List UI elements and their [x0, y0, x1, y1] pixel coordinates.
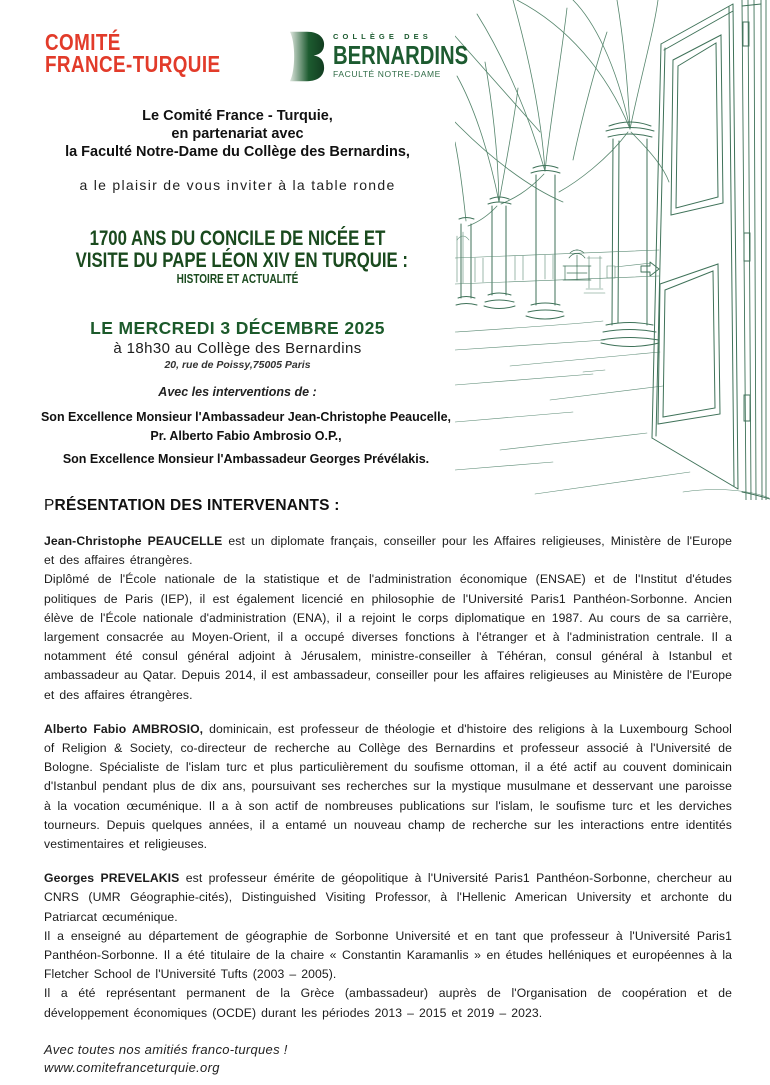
presentation-heading: PRÉSENTATION DES INTERVENANTS : [44, 497, 340, 514]
interventions-label: Avec les interventions de : [158, 385, 317, 399]
event-address: 20, rue de Poissy,75005 Paris [164, 359, 311, 371]
invitation-intro [30, 107, 445, 194]
paragraph-ambrosio: Alberto Fabio AMBROSIO, dominicain, est professeur de théologie et d'histoire des religions à la Luxembourg School of Religion & Society, co-directeur de recherche au Collège des Bernardins et professeur associé à l'Université de Bologne. Spécialiste de l'islam turc et plus particulièrement du soufisme ottoman, il a été actif au couvent dominicain d'Istanbul pendant plus de dix ans, poursuivant ses recherches sur la mystique musulmane et desservant une paroisse à la vocation œcuménique. Il a à son actif de nombreuses publications sur l'islam, le soufisme turc et les derviches tourneurs. Depuis quelques années, il a entamé un nouveau champ de recherche sur les interactions entre identités vestimentaires et religieuses. [44, 721, 732, 852]
paragraph-peaucelle: Jean-Christophe PEAUCELLE est un diplomate français, conseiller pour les Affaires religieuses, Ministère de l'Europe et des affaires étrangères. Diplômé de l'École nationale de la statistique et de l'administration économique (ENSAE) et de l'Institut d'études politiques de Paris (IEP), il est également licencié en philosophie de l'Université Paris1 Panthéon-Sorbonne. Ancien élève de l'École nationale d'administration (ENA), il a rejoint le corps diplomatique en 1987. Au cours de sa carrière, largement consacrée au Moyen-Orient, il a occupé diverses fonctions à l'étranger et à l'administration centrale. Il a notamment été consul général adjoint à Jérusalem, ministre-conseiller à Téhéran, consul général à Istanbul et ambassadeur au Qatar. Depuis 2014, il est ambassadeur, conseiller pour les affaires religieuses au Ministère de l'Europe et des affaires étrangères. [44, 534, 732, 702]
door-frame-sketch [742, 0, 770, 500]
invite-lead-line: a le plaisir de vous inviter à la table ronde [79, 177, 396, 193]
bernardins-college-label: COLLÈGE DES [333, 32, 432, 41]
speaker-prevelakis: Son Excellence Monsieur l'Ambassadeur Georges Prévélakis. [62, 452, 430, 466]
presentation-section [44, 497, 732, 1077]
event-place: à 18h30 au Collège des Bernardins [113, 340, 362, 357]
bernardins-faculty-label: FACULTÉ NOTRE-DAME [333, 69, 441, 79]
invite-partner-line2: en partenariat avec [171, 126, 304, 142]
closing-note [44, 1041, 732, 1077]
event-title-subtitle: HISTOIRE ET ACTUALITÉ [176, 272, 299, 286]
altar-statue-sketch [563, 250, 591, 280]
event-when [30, 318, 445, 371]
website-url: www.comitefranceturquie.org [44, 1059, 220, 1075]
event-title [30, 227, 445, 288]
committee-logo-line2: FRANCE-TURQUIE [45, 51, 221, 77]
paragraph-lead: Jean-Christophe PEAUCELLE [44, 534, 223, 548]
paragraph-prevelakis: Georges PREVELAKIS est professeur émérite de géopolitique à l'Université Paris1 Panthéon-Sorbonne, chercheur au CNRS (UMR Géographie-cités), Distinguished Visiting Professor, à l'Hellenic American University et archonte du Patriarcat œcuménique. Il a enseigné au département de géographie de Sorbonne Université et en tant que professeur à l'Université Paris1 Panthéon-Sorbonne. Il a été titulaire de la chaire « Constantin Karamanlis » en études helléniques et européennes à la Fletcher School de l'Université Tufts (2003 – 2005). Il a été représentant permanent de la Grèce (ambassadeur) auprès de l'Organisation de coopération et de développement économiques (OCDE) durant les périodes 2013 – 2015 et 2019 – 2023. [44, 871, 733, 1020]
invite-partner-line1: Le Comité France - Turquie, [142, 108, 333, 124]
paragraph-lead: Alberto Fabio AMBROSIO, [44, 721, 204, 736]
event-title-line2: VISITE DU PAPE LÉON XIV EN TURQUIE : [75, 248, 408, 272]
speaker-peaucelle: Son Excellence Monsieur l'Ambassadeur Jean-Christophe Peaucelle, [40, 410, 452, 424]
invite-partner-line3: la Faculté Notre-Dame du Collège des Bernardins, [65, 144, 410, 160]
paragraph-lead: Georges PREVELAKIS [44, 871, 180, 886]
speaker-ambrosio: Pr. Alberto Fabio Ambrosio O.P., [150, 429, 342, 443]
event-date: LE MERCREDI 3 DÉCEMBRE 2025 [90, 318, 385, 338]
committee-logo-line1: COMITÉ [45, 29, 121, 55]
bernardins-b-mark-icon [288, 30, 326, 83]
bernardins-logo-text [333, 30, 506, 79]
closing-line: Avec toutes nos amitiés franco-turques ! [44, 1041, 288, 1057]
bernardins-name-label: BERNARDINS [333, 40, 469, 70]
open-door-sketch [652, 4, 738, 489]
comite-france-turquie-logo [45, 31, 259, 75]
event-title-line1: 1700 ANS DU CONCILE DE NICÉE ET [89, 226, 386, 250]
bernardins-logo [288, 30, 506, 83]
speakers-list [16, 409, 476, 468]
